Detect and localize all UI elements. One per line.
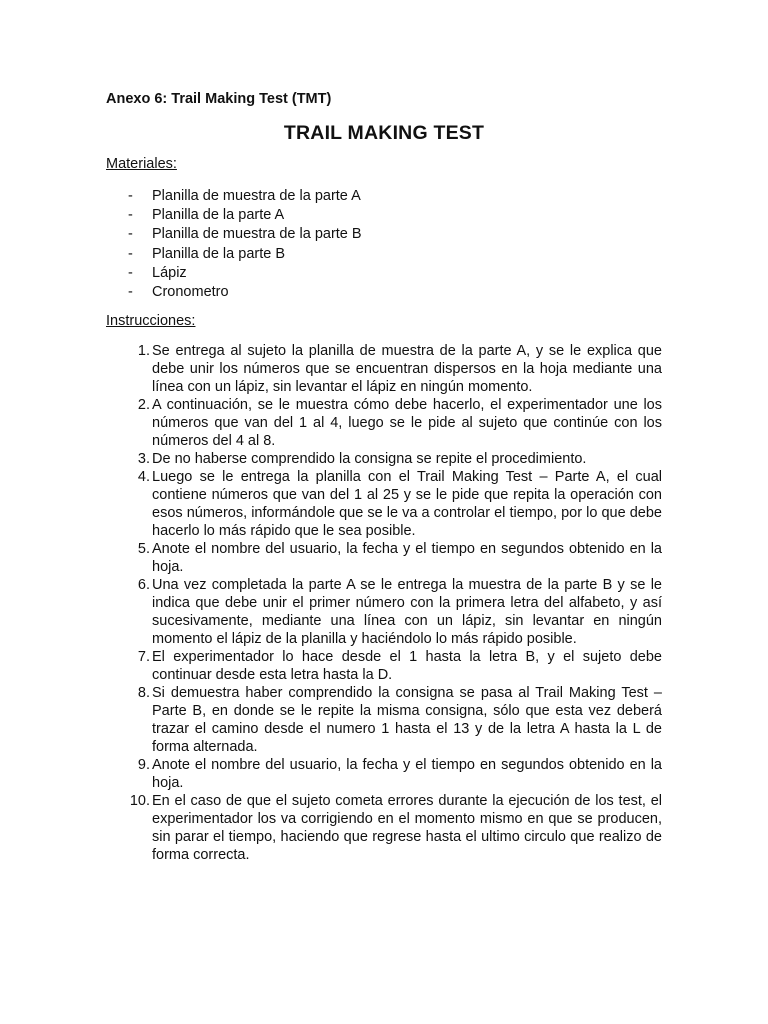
list-bullet: - xyxy=(128,245,133,262)
step-number: 3. xyxy=(137,451,150,467)
instruction-step xyxy=(106,540,666,576)
step-number: 5. xyxy=(137,541,150,557)
instruction-step xyxy=(106,684,666,756)
step-number: 8. xyxy=(137,685,150,701)
step-number: 6. xyxy=(137,577,150,593)
instruction-step xyxy=(106,342,666,396)
instruction-step xyxy=(106,468,666,540)
step-number: 7. xyxy=(137,649,150,665)
instruction-step xyxy=(106,396,666,450)
instruction-step xyxy=(106,756,666,792)
step-number: 1. xyxy=(137,343,150,359)
annex-title: Anexo 6: Trail Making Test (TMT) xyxy=(106,91,332,107)
list-item xyxy=(106,245,666,264)
list-bullet: - xyxy=(128,226,133,243)
step-number: 4. xyxy=(137,469,150,485)
step-number: 10. xyxy=(129,793,150,809)
list-bullet: - xyxy=(128,264,133,281)
list-item xyxy=(106,283,666,302)
instructions-heading: Instrucciones: xyxy=(106,313,196,329)
step-text: De no haberse comprendido la consigna se repite el procedimiento. xyxy=(152,451,587,467)
step-text: Luego se le entrega la planilla con el Trail Making Test – Parte A, el cual contiene números que van del 1 al 25 y se le pide que repita la operación con esos números, informándole que se le va a controlar el tiempo, por lo que debe hacerlo lo más rápido que le sea posible. xyxy=(152,469,662,539)
instruction-step xyxy=(106,450,666,468)
list-item-text: Planilla de muestra de la parte A xyxy=(152,188,361,204)
step-text: En el caso de que el sujeto cometa errores durante la ejecución de los test, el experimentador los va corrigiendo en el momento mismo en que se producen, sin parar el tiempo, haciendo que regrese hasta el ultimo circulo que realizo de forma correcta. xyxy=(152,793,662,863)
list-bullet: - xyxy=(128,207,133,224)
instructions-list xyxy=(106,342,666,864)
list-bullet: - xyxy=(128,188,133,204)
list-item xyxy=(106,225,666,244)
list-item xyxy=(106,264,666,283)
instruction-step xyxy=(106,648,666,684)
materials-list xyxy=(106,187,666,302)
step-text: El experimentador lo hace desde el 1 hasta la letra B, y el sujeto debe continuar desde esta letra hasta la D. xyxy=(152,649,662,683)
step-text: Anote el nombre del usuario, la fecha y el tiempo en segundos obtenido en la hoja. xyxy=(152,757,662,791)
list-bullet: - xyxy=(128,283,133,300)
step-text: Se entrega al sujeto la planilla de muestra de la parte A, y se le explica que debe unir los números que se encuentran dispersos en la hoja mediante una línea con un lápiz, sin levantar el lápiz en ningún momento. xyxy=(152,343,662,395)
step-number: 2. xyxy=(137,397,150,413)
step-text: Si demuestra haber comprendido la consigna se pasa al Trail Making Test – Parte B, en donde se le repite la misma consigna, sólo que esta vez deberá trazar el camino desde el numero 1 hasta el 13 y de la letra A hasta la L de forma alternada. xyxy=(152,685,662,755)
step-text: Anote el nombre del usuario, la fecha y el tiempo en segundos obtenido en la hoja. xyxy=(152,541,662,575)
instruction-step xyxy=(106,576,666,648)
list-item xyxy=(106,206,666,225)
list-item xyxy=(106,187,666,206)
page-title: TRAIL MAKING TEST xyxy=(283,122,485,144)
list-item-text: Planilla de la parte A xyxy=(152,207,285,224)
list-item-text: Planilla de muestra de la parte B xyxy=(152,226,362,243)
step-text: Una vez completada la parte A se le entrega la muestra de la parte B y se le indica que debe unir el primer número con la primera letra del alfabeto, y así sucesivamente, mediante una línea con un lápiz, sin levantar en ningún momento el lápiz de la planilla y haciéndolo lo más rápido posible. xyxy=(152,577,662,647)
instruction-step xyxy=(106,792,666,864)
step-text: A continuación, se le muestra cómo debe hacerlo, el experimentador une los números que van del 1 al 4, luego se le pide al sujeto que continúe con los números del 4 al 8. xyxy=(152,397,662,449)
list-item-text: Cronometro xyxy=(152,283,229,300)
list-item-text: Planilla de la parte B xyxy=(152,245,285,262)
list-item-text: Lápiz xyxy=(152,264,187,281)
step-number: 9. xyxy=(137,757,150,773)
materials-heading: Materiales: xyxy=(106,156,177,172)
